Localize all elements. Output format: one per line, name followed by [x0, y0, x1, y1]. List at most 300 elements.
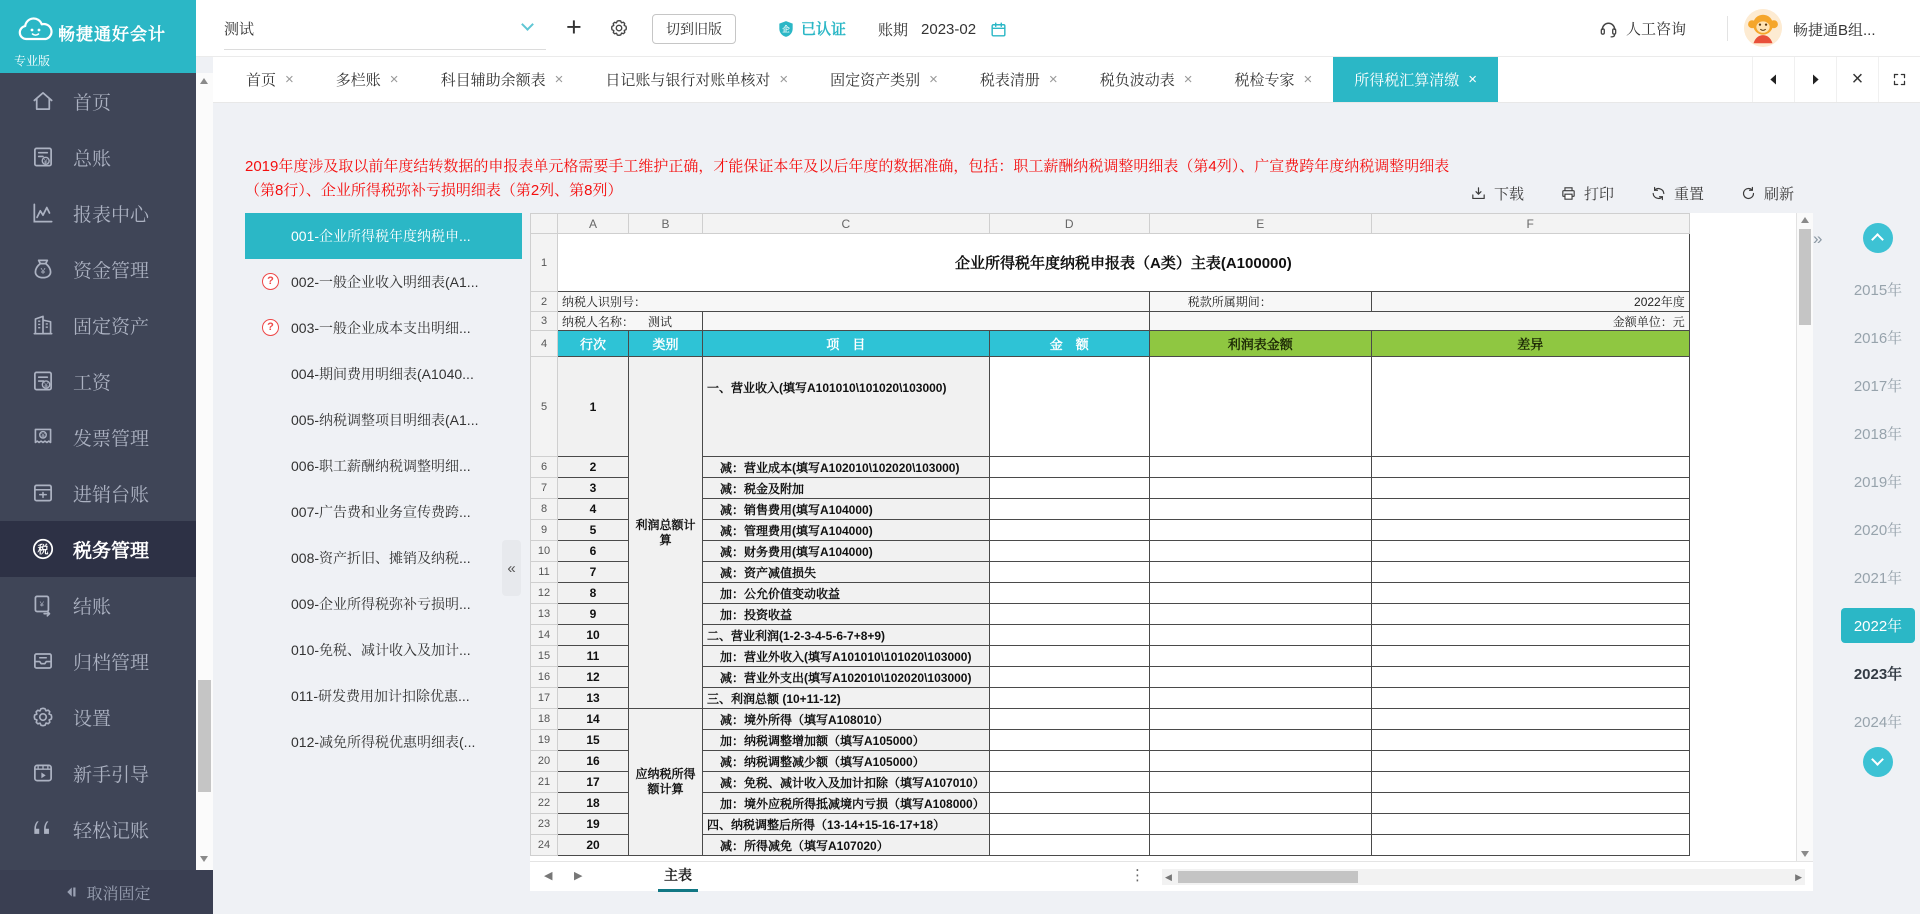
item-label-cell[interactable]: 减：境外所得（填写A108010） [703, 709, 990, 730]
column-header-C[interactable]: C [703, 214, 990, 234]
scroll-down-arrow-icon[interactable] [1801, 851, 1809, 857]
download-button[interactable] [1470, 183, 1524, 204]
sidebar-item-home[interactable] [0, 73, 196, 129]
sheet-menu-icon[interactable]: ⋮ [1130, 867, 1145, 884]
certified-badge[interactable] [776, 18, 846, 39]
report-item-label: 007-广告费和业务宣传费跨... [291, 504, 471, 520]
next-sheet-button[interactable]: ▶ [574, 870, 583, 882]
sidebar-item-label: 设置 [73, 708, 112, 730]
account-period[interactable] [878, 19, 1008, 40]
profit-amount-cell[interactable] [1149, 709, 1371, 730]
profit-amount-cell[interactable] [1149, 499, 1371, 520]
year-item-2018[interactable] [1835, 409, 1920, 457]
year-panel [1835, 223, 1920, 777]
download-label: 下载 [1494, 186, 1525, 203]
profit-amount-cell[interactable] [1149, 625, 1371, 646]
close-icon[interactable]: × [1303, 71, 1313, 88]
item-label-cell[interactable]: 四、纳税调整后所得（13-14+15-16-17+18） [703, 814, 990, 835]
close-icon[interactable]: × [1468, 71, 1478, 88]
sidebar-scrollbar[interactable] [196, 73, 213, 870]
sidebar-item-label: 进销台账 [73, 484, 150, 506]
printer-icon [1560, 185, 1577, 202]
report-list-item-003[interactable] [245, 305, 522, 351]
difference-cell[interactable] [1371, 646, 1689, 667]
tab-9[interactable] [1333, 57, 1498, 102]
item-label-cell[interactable]: 加：投资收益 [703, 604, 990, 625]
line-number-cell[interactable]: 8 [558, 583, 629, 604]
item-label-cell[interactable]: 减：免税、减计收入及加计扣除（填写A107010） [703, 772, 990, 793]
amount-cell[interactable] [989, 541, 1149, 562]
amount-cell[interactable] [989, 646, 1149, 667]
archive-icon [30, 648, 56, 674]
report-item-label: 001-企业所得税年度纳税申... [291, 228, 471, 244]
amount-cell[interactable] [989, 357, 1149, 457]
fullscreen-icon[interactable] [1878, 57, 1920, 102]
close-icon[interactable]: × [1048, 71, 1058, 88]
item-label-cell[interactable]: 加：公允价值变动收益 [703, 583, 990, 604]
live-support-button[interactable] [1598, 18, 1686, 39]
closing-icon [30, 592, 56, 618]
row-header-9[interactable]: 9 [531, 520, 558, 541]
unpin-label: 取消固定 [86, 885, 151, 903]
item-label-cell[interactable]: 减：营业外支出(填写A102010\102020\103000) [703, 667, 990, 688]
sidebar-item-payroll[interactable] [0, 353, 196, 409]
user-avatar[interactable] [1744, 9, 1782, 47]
line-number-cell[interactable]: 17 [558, 772, 629, 793]
difference-cell[interactable] [1371, 793, 1689, 814]
line-number-cell[interactable]: 11 [558, 646, 629, 667]
tab-6[interactable] [959, 57, 1079, 102]
row-header-18[interactable]: 18 [531, 709, 558, 730]
line-number-cell[interactable]: 4 [558, 499, 629, 520]
year-item-2023[interactable] [1835, 649, 1920, 697]
table-row [531, 793, 1690, 814]
sidebar-scrollbar-thumb[interactable] [198, 680, 211, 792]
profit-amount-cell[interactable] [1149, 583, 1371, 604]
sidebar-item-invoice[interactable] [0, 409, 196, 465]
sidebar-item-gear[interactable] [0, 689, 196, 745]
year-item-2016[interactable] [1835, 313, 1920, 361]
profit-amount-cell[interactable] [1149, 835, 1371, 856]
item-label-cell[interactable]: 二、营业利润(1-2-3-4-5-6-7+8+9) [703, 625, 990, 646]
table-header-4[interactable]: 金 额 [989, 331, 1149, 357]
row-header-23[interactable]: 23 [531, 814, 558, 835]
form-title-cell[interactable]: 企业所得税年度纳税申报表（A类）主表(A100000) [558, 234, 1690, 292]
amount-cell[interactable] [989, 583, 1149, 604]
tab-4[interactable] [584, 57, 809, 102]
line-number-cell[interactable]: 18 [558, 793, 629, 814]
scroll-right-arrow-icon[interactable]: ▶ [1795, 872, 1802, 882]
sidebar-item-guide[interactable] [0, 745, 196, 801]
table-row [531, 583, 1690, 604]
main-area [213, 57, 1920, 914]
close-icon[interactable]: × [389, 71, 399, 88]
item-label-cell[interactable]: 减：营业成本(填写A102010\102020\103000) [703, 457, 990, 478]
report-list-item-009[interactable] [245, 581, 522, 627]
chevron-down-icon [1871, 753, 1884, 766]
amount-cell[interactable] [989, 625, 1149, 646]
column-header-E[interactable]: E [1149, 214, 1371, 234]
sidebar-item-label: 总账 [73, 148, 112, 170]
item-label-cell[interactable]: 减：销售费用(填写A104000) [703, 499, 990, 520]
profit-amount-cell[interactable] [1149, 604, 1371, 625]
item-label-cell[interactable]: 加：营业外收入(填写A101010\101020\103000) [703, 646, 990, 667]
row-header-7[interactable]: 7 [531, 478, 558, 499]
year-carryover-warning: 2019年度涉及取以前年度结转数据的申报表单元格需要手工维护正确，才能保证本年及以后年度的数据准确，包括：职工薪酬纳税调整明细表（第4列）、广宣费跨年度纳税调整明细表（第8行）、企业所得税弥补亏损明细表（第2列、第8列） [245, 158, 1450, 199]
years-scroll-down-button[interactable] [1863, 747, 1893, 777]
sheet-bottom-bar [530, 861, 1813, 891]
expand-right-panel-icon[interactable]: » [1813, 229, 1823, 248]
grid-corner-cell[interactable] [531, 214, 558, 234]
company-switcher[interactable] [224, 0, 546, 50]
tab-bar [213, 57, 1920, 103]
column-header-F[interactable]: F [1371, 214, 1689, 234]
cloud-logo-icon [16, 14, 56, 44]
category-taxable-income-cell[interactable]: 应纳税所得额计算 [629, 709, 703, 856]
report-list-item-011[interactable] [245, 673, 522, 719]
row-header-11[interactable]: 11 [531, 562, 558, 583]
item-label-cell[interactable]: 三、利润总额 (10+11-12) [703, 688, 990, 709]
amount-cell[interactable] [989, 709, 1149, 730]
report-list-item-005[interactable] [245, 397, 522, 443]
row-header-20[interactable]: 20 [531, 751, 558, 772]
sidebar-item-building[interactable] [0, 297, 196, 353]
item-label-cell[interactable]: 减：财务费用(填写A104000) [703, 541, 990, 562]
tab-1[interactable] [225, 57, 315, 102]
spreadsheet-panel [530, 213, 1813, 891]
difference-cell[interactable] [1371, 667, 1689, 688]
sidebar-nav [0, 73, 196, 914]
difference-cell[interactable] [1371, 835, 1689, 856]
sidebar-item-archive[interactable] [0, 633, 196, 689]
year-label: 2021年 [1853, 569, 1903, 587]
year-list [1835, 265, 1920, 745]
profit-amount-cell[interactable] [1149, 751, 1371, 772]
tab-label: 税负波动表 [1099, 72, 1175, 89]
profit-amount-cell[interactable] [1149, 814, 1371, 835]
tax-icon [30, 536, 56, 562]
tab-label: 多栏账 [335, 72, 381, 89]
year-item-2019[interactable] [1835, 457, 1920, 505]
sheet-vertical-scrollbar[interactable] [1796, 213, 1813, 861]
amount-cell[interactable] [989, 793, 1149, 814]
tab-2[interactable] [315, 57, 420, 102]
sheet-hscroll-thumb[interactable] [1178, 871, 1358, 883]
table-row [531, 688, 1690, 709]
difference-cell[interactable] [1371, 499, 1689, 520]
profit-amount-cell[interactable] [1149, 562, 1371, 583]
line-number-cell[interactable]: 9 [558, 604, 629, 625]
report-item-label: 006-职工薪酬纳税调整明细... [291, 458, 471, 474]
year-label: 2020年 [1853, 521, 1903, 539]
row-header-19[interactable]: 19 [531, 730, 558, 751]
row-header-21[interactable]: 21 [531, 772, 558, 793]
user-name[interactable]: 畅捷通B组... [1793, 22, 1876, 39]
line-number-cell[interactable]: 13 [558, 688, 629, 709]
sheet-tab-main[interactable]: 主表 [658, 862, 698, 892]
sheet-horizontal-scrollbar[interactable] [1162, 869, 1805, 885]
sidebar-item-quote[interactable] [0, 801, 196, 857]
invoice-icon [30, 424, 56, 450]
amount-cell[interactable] [989, 499, 1149, 520]
report-item-label: 004-期间费用明细表(A1040... [291, 366, 474, 382]
report-list-item-010[interactable] [245, 627, 522, 673]
line-number-cell[interactable]: 7 [558, 562, 629, 583]
profit-amount-cell[interactable] [1149, 667, 1371, 688]
difference-cell[interactable] [1371, 583, 1689, 604]
amount-cell[interactable] [989, 772, 1149, 793]
profit-amount-cell[interactable] [1149, 646, 1371, 667]
year-item-2024[interactable] [1835, 697, 1920, 745]
year-item-2020[interactable] [1835, 505, 1920, 553]
spreadsheet-grid [530, 213, 1796, 861]
amount-cell[interactable] [989, 478, 1149, 499]
difference-cell[interactable] [1371, 814, 1689, 835]
table-row [531, 499, 1690, 520]
unit-cell[interactable]: 金额单位：元 [1149, 312, 1689, 331]
report-list-item-002[interactable] [245, 259, 522, 305]
tax-period-value-cell[interactable]: 2022年度 [1371, 292, 1689, 312]
shield-icon [776, 19, 796, 39]
reset-label: 重置 [1674, 186, 1705, 203]
close-icon[interactable]: × [779, 71, 789, 88]
row-header-24[interactable]: 24 [531, 835, 558, 856]
item-label-cell[interactable]: 减：纳税调整减少额（填写A105000） [703, 751, 990, 772]
amount-cell[interactable] [989, 751, 1149, 772]
question-mark-icon[interactable]: ? [262, 273, 279, 290]
table-header-5[interactable]: 利润表金额 [1149, 331, 1371, 357]
sidebar-item-label: 固定资产 [73, 316, 150, 338]
row-header-17[interactable]: 17 [531, 688, 558, 709]
blank-cell[interactable] [703, 312, 1150, 331]
table-header-3[interactable]: 项 目 [703, 331, 990, 357]
tab-label: 税表清册 [979, 72, 1040, 89]
table-row [531, 625, 1690, 646]
item-label-cell[interactable]: 一、营业收入(填写A101010\101020\103000) [703, 357, 990, 457]
switch-to-old-version-button[interactable]: 切到旧版 [652, 14, 736, 44]
line-number-cell[interactable]: 6 [558, 541, 629, 562]
row-header-4[interactable]: 4 [531, 331, 558, 357]
collapse-panel-handle[interactable] [502, 540, 521, 596]
table-header-1[interactable]: 行次 [558, 331, 629, 357]
column-header-D[interactable]: D [989, 214, 1149, 234]
row-header-14[interactable]: 14 [531, 625, 558, 646]
line-number-cell[interactable]: 10 [558, 625, 629, 646]
table-row [531, 520, 1690, 541]
profit-amount-cell[interactable] [1149, 478, 1371, 499]
difference-cell[interactable] [1371, 604, 1689, 625]
sidebar-item-ledger[interactable] [0, 129, 196, 185]
year-label: 2023年 [1853, 665, 1903, 683]
amount-cell[interactable] [989, 730, 1149, 751]
item-label-cell[interactable]: 加：纳税调整增加额（填写A105000） [703, 730, 990, 751]
line-number-cell[interactable]: 3 [558, 478, 629, 499]
print-label: 打印 [1584, 186, 1615, 203]
profit-amount-cell[interactable] [1149, 520, 1371, 541]
report-list-item-007[interactable] [245, 489, 522, 535]
item-label-cell[interactable]: 减：所得减免（填写A107020） [703, 835, 990, 856]
row-header-3[interactable]: 3 [531, 312, 558, 331]
item-label-cell[interactable]: 减：管理费用(填写A104000) [703, 520, 990, 541]
download-icon [1470, 185, 1487, 202]
tab-8[interactable] [1213, 57, 1333, 102]
profit-amount-cell[interactable] [1149, 772, 1371, 793]
unpin-sidebar-button[interactable] [0, 870, 213, 914]
row-header-15[interactable]: 15 [531, 646, 558, 667]
column-header-B[interactable]: B [629, 214, 703, 234]
refresh-label: 刷新 [1764, 186, 1795, 203]
row-header-12[interactable]: 12 [531, 583, 558, 604]
report-list-item-004[interactable] [245, 351, 522, 397]
difference-cell[interactable] [1371, 457, 1689, 478]
taxpayer-id-cell[interactable]: 纳税人识别号： [558, 292, 1150, 312]
amount-cell[interactable] [989, 562, 1149, 583]
year-label: 2016年 [1853, 329, 1903, 347]
sidebar-item-closing[interactable] [0, 577, 196, 633]
tab-scroll-right-button[interactable] [1794, 57, 1836, 102]
header-divider [1727, 16, 1728, 41]
line-number-cell[interactable]: 1 [558, 357, 629, 457]
sidebar-item-moneybag[interactable] [0, 241, 196, 297]
years-scroll-up-button[interactable] [1863, 223, 1893, 253]
difference-cell[interactable] [1371, 751, 1689, 772]
line-number-cell[interactable]: 20 [558, 835, 629, 856]
question-mark-icon[interactable]: ? [262, 319, 279, 336]
prev-sheet-button[interactable]: ◀ [544, 870, 553, 882]
difference-cell[interactable] [1371, 478, 1689, 499]
sidebar-item-chart[interactable] [0, 185, 196, 241]
tab-5[interactable] [809, 57, 959, 102]
line-number-cell[interactable]: 5 [558, 520, 629, 541]
profit-amount-cell[interactable] [1149, 730, 1371, 751]
taxpayer-name-cell[interactable] [558, 312, 703, 331]
amount-cell[interactable] [989, 457, 1149, 478]
difference-cell[interactable] [1371, 357, 1689, 457]
amount-cell[interactable] [989, 667, 1149, 688]
difference-cell[interactable] [1371, 688, 1689, 709]
tab-scroll-left-button[interactable] [1752, 57, 1794, 102]
difference-cell[interactable] [1371, 562, 1689, 583]
scroll-up-arrow-icon[interactable] [200, 78, 208, 84]
sidebar-item-label: 轻松记账 [73, 820, 150, 842]
sidebar-item-inout[interactable] [0, 465, 196, 521]
close-all-tabs-button[interactable]: × [1836, 57, 1878, 102]
row-header-2[interactable]: 2 [531, 292, 558, 312]
close-icon[interactable]: × [929, 71, 938, 88]
amount-cell[interactable] [989, 604, 1149, 625]
item-label-cell[interactable]: 减：资产减值损失 [703, 562, 990, 583]
sidebar-item-label: 首页 [73, 92, 112, 114]
row-header-1[interactable]: 1 [531, 234, 558, 292]
tab-label: 首页 [246, 72, 277, 89]
app-logo [0, 0, 196, 73]
row-header-6[interactable]: 6 [531, 457, 558, 478]
sidebar-item-tax[interactable] [0, 521, 196, 577]
table-row [531, 814, 1690, 835]
amount-cell[interactable] [989, 520, 1149, 541]
row-header-5[interactable]: 5 [531, 357, 558, 457]
gear-icon[interactable] [608, 17, 630, 39]
profit-amount-cell[interactable] [1149, 457, 1371, 478]
refresh-button[interactable] [1740, 183, 1794, 204]
row-header-8[interactable]: 8 [531, 499, 558, 520]
category-profit-total-cell[interactable]: 利润总额计算 [629, 357, 703, 709]
year-item-2022[interactable] [1835, 601, 1920, 649]
row-header-13[interactable]: 13 [531, 604, 558, 625]
reset-button[interactable] [1650, 183, 1704, 204]
amount-cell[interactable] [989, 688, 1149, 709]
close-icon[interactable]: × [1183, 71, 1193, 88]
tab-label: 税检专家 [1234, 72, 1295, 89]
difference-cell[interactable] [1371, 772, 1689, 793]
amount-cell[interactable] [989, 835, 1149, 856]
profit-amount-cell[interactable] [1149, 541, 1371, 562]
line-number-cell[interactable]: 2 [558, 457, 629, 478]
row-header-10[interactable]: 10 [531, 541, 558, 562]
report-item-label: 003-一般企业成本支出明细... [291, 320, 471, 336]
line-number-cell[interactable]: 19 [558, 814, 629, 835]
table-header-6[interactable]: 差异 [1371, 331, 1689, 357]
profit-amount-cell[interactable] [1149, 357, 1371, 457]
scroll-up-arrow-icon[interactable] [1801, 217, 1809, 223]
line-number-cell[interactable]: 12 [558, 667, 629, 688]
tab-7[interactable] [1079, 57, 1214, 102]
sidebar-item-label: 归档管理 [73, 652, 150, 674]
amount-cell[interactable] [989, 814, 1149, 835]
print-button[interactable] [1560, 183, 1614, 204]
line-number-cell[interactable]: 16 [558, 751, 629, 772]
report-list-item-008[interactable] [245, 535, 522, 581]
sidebar-item-label: 资金管理 [73, 260, 150, 282]
row-header-22[interactable]: 22 [531, 793, 558, 814]
difference-cell[interactable] [1371, 709, 1689, 730]
report-list-item-006[interactable] [245, 443, 522, 489]
profit-amount-cell[interactable] [1149, 688, 1371, 709]
collapse-left-icon: « [507, 559, 516, 577]
difference-cell[interactable] [1371, 541, 1689, 562]
item-label-cell[interactable]: 加：境外应税所得抵减境内亏损（填写A108000） [703, 793, 990, 814]
line-number-cell[interactable]: 15 [558, 730, 629, 751]
sheet-vscroll-thumb[interactable] [1799, 229, 1811, 325]
year-item-2021[interactable] [1835, 553, 1920, 601]
close-icon[interactable]: × [285, 71, 294, 88]
difference-cell[interactable] [1371, 625, 1689, 646]
year-item-2017[interactable] [1835, 361, 1920, 409]
add-icon[interactable]: + [566, 12, 582, 42]
period-value: 2023-02 [921, 21, 977, 38]
tab-3[interactable] [420, 57, 585, 102]
row-header-16[interactable]: 16 [531, 667, 558, 688]
report-item-label: 009-企业所得税弥补亏损明... [291, 596, 471, 612]
line-number-cell[interactable]: 14 [558, 709, 629, 730]
year-item-2015[interactable] [1835, 265, 1920, 313]
difference-cell[interactable] [1371, 730, 1689, 751]
scroll-left-arrow-icon[interactable]: ◀ [1165, 872, 1172, 882]
scroll-down-arrow-icon[interactable] [200, 856, 208, 862]
profit-amount-cell[interactable] [1149, 793, 1371, 814]
taxpayer-name-value: 测试 [648, 314, 673, 329]
report-list-item-012[interactable] [245, 719, 522, 765]
column-header-A[interactable]: A [558, 214, 629, 234]
difference-cell[interactable] [1371, 520, 1689, 541]
report-list-item-001[interactable] [245, 213, 522, 259]
tax-period-label-cell[interactable]: 税款所属期间： [1149, 292, 1371, 312]
close-icon[interactable]: × [554, 71, 564, 88]
svg-text:企: 企 [782, 24, 790, 34]
table-header-2[interactable]: 类别 [629, 331, 703, 357]
item-label-cell[interactable]: 减：税金及附加 [703, 478, 990, 499]
chevron-down-icon [521, 18, 534, 31]
